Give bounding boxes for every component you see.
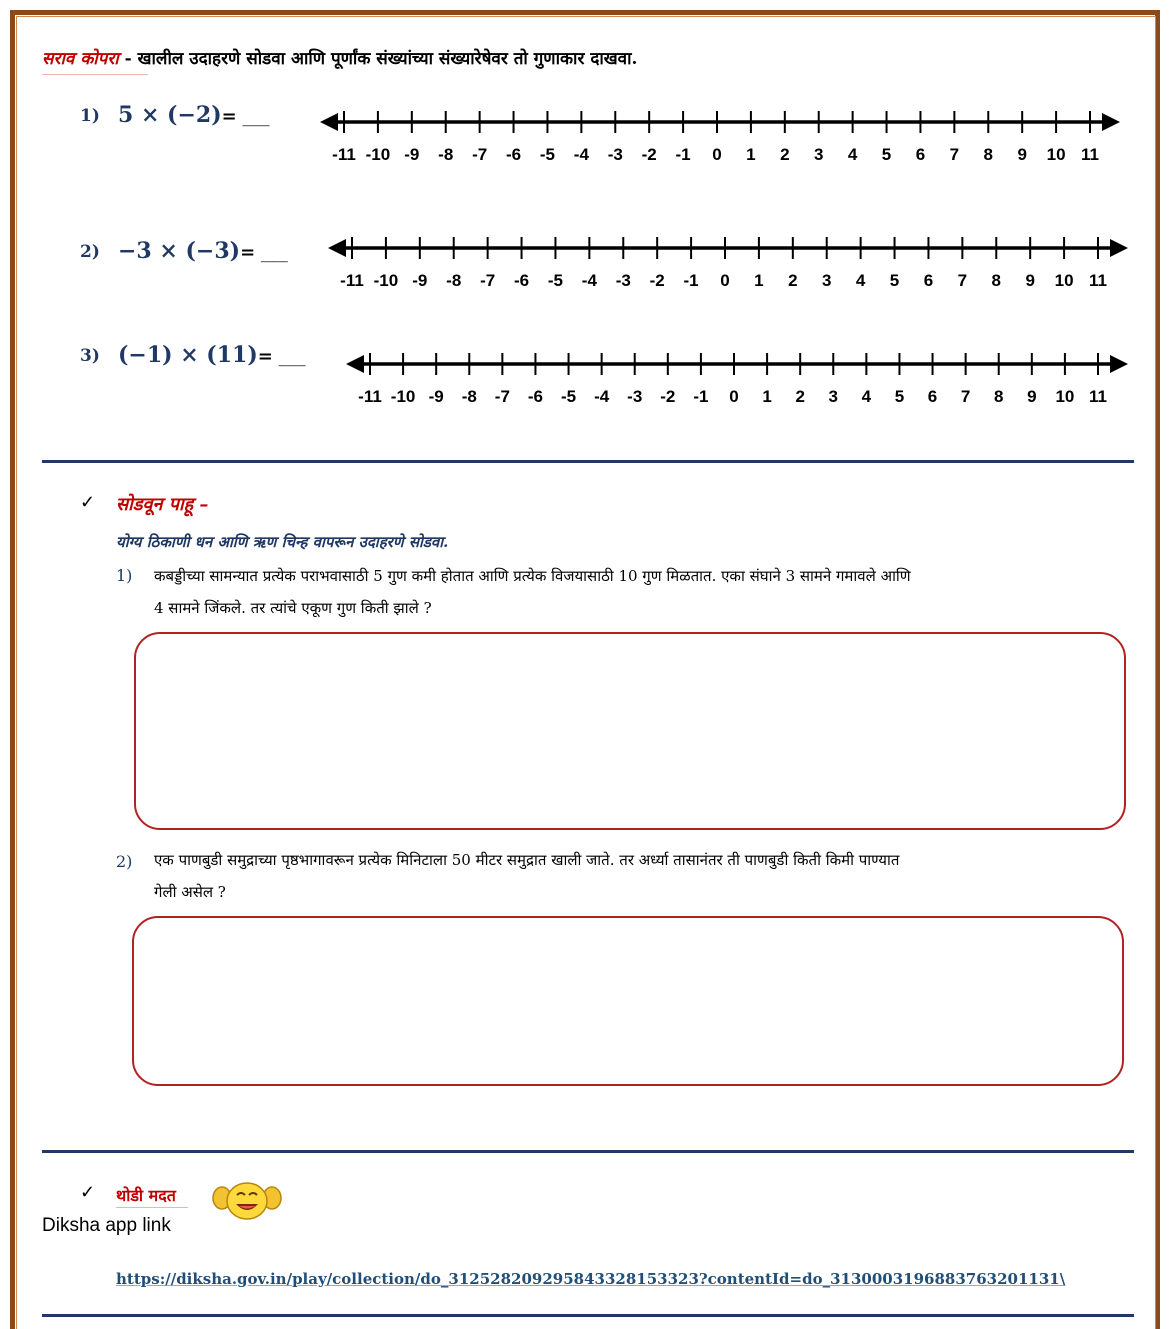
problem-line: गेली असेल ? <box>154 883 226 901</box>
tick-label: 11 <box>1089 271 1107 290</box>
tick-label: 7 <box>949 145 960 164</box>
tick-label: 9 <box>1027 387 1037 406</box>
tick-label: 11 <box>1089 387 1107 406</box>
expression-text: −3 × (−3) <box>118 238 241 264</box>
equals-sign: = <box>257 346 273 367</box>
tick-label: -1 <box>683 271 699 290</box>
tick-label: 6 <box>927 387 938 406</box>
question-expression <box>118 102 269 128</box>
tick-label: -5 <box>539 145 556 164</box>
question-number: 1) <box>80 106 100 126</box>
answer-blank[interactable]: ___ <box>236 106 270 127</box>
tick-label: 6 <box>915 145 926 164</box>
solve-title: सोडवून पाहू – <box>116 494 209 515</box>
tick-label: 8 <box>991 271 1002 290</box>
number-line-2[interactable] <box>328 230 1128 294</box>
problem-1-text <box>154 560 911 624</box>
question-expression <box>118 238 288 264</box>
tick-label: -9 <box>404 145 420 164</box>
tick-label: 4 <box>847 145 858 164</box>
tick-label: -1 <box>675 145 691 164</box>
tick-label: 9 <box>1025 271 1035 290</box>
tick-label: -8 <box>446 271 462 290</box>
tick-label: 10 <box>1046 145 1066 164</box>
practice-title-underline <box>42 74 148 75</box>
question-number: 3) <box>80 346 100 366</box>
answer-box-1[interactable] <box>134 632 1126 830</box>
tick-label: 2 <box>788 271 798 290</box>
tick-label: 10 <box>1055 387 1075 406</box>
diksha-app-label: Diksha app link <box>42 1215 171 1236</box>
tick-label: -8 <box>461 387 477 406</box>
tick-label: -11 <box>358 387 382 406</box>
tick-label: -11 <box>332 145 356 164</box>
problem-number: 2) <box>116 852 133 871</box>
tick-label: 9 <box>1017 145 1027 164</box>
tick-label: -2 <box>660 387 676 406</box>
tick-label: -1 <box>693 387 709 406</box>
practice-title: सराव कोपरा <box>42 49 119 69</box>
left-arrow-icon <box>328 239 346 257</box>
tick-label: 1 <box>746 145 756 164</box>
tick-label: -10 <box>365 145 391 164</box>
tick-label: -2 <box>641 145 657 164</box>
solve-instruction: योग्य ठिकाणी धन आणि ऋण चिन्ह वापरून उदाहरणे सोडवा. <box>116 533 449 551</box>
tick-label: -6 <box>505 145 522 164</box>
tick-label: 7 <box>960 387 971 406</box>
tick-label: 2 <box>795 387 805 406</box>
tick-label: 5 <box>889 271 900 290</box>
equals-sign: = <box>240 242 256 263</box>
tick-label: 1 <box>762 387 772 406</box>
tick-label: 4 <box>861 387 872 406</box>
problem-line: एक पाणबुडी समुद्राच्या पृष्ठभागावरून प्रत्येक मिनिटाला 50 मीटर समुद्रात खाली जाते. तर अर्ध्या तासानंतर ती पाणबुडी किती किमी पाण्यात <box>154 851 900 869</box>
right-arrow-icon <box>1102 113 1120 131</box>
tick-label: 5 <box>894 387 905 406</box>
tick-label: -2 <box>649 271 665 290</box>
tick-label: -5 <box>547 271 564 290</box>
tick-label: 0 <box>712 145 722 164</box>
tick-label: -9 <box>428 387 444 406</box>
right-arrow-icon <box>1110 355 1128 373</box>
section-divider <box>42 1314 1134 1317</box>
diksha-link[interactable]: https://diksha.gov.in/play/collection/do_3125282092958433281533​23?contentId=do_3130003196883763201131\ <box>116 1270 1066 1288</box>
check-icon: ✓ <box>80 492 96 513</box>
tick-label: 2 <box>780 145 790 164</box>
number-line-3[interactable] <box>346 346 1128 410</box>
tick-label: -10 <box>373 271 399 290</box>
tick-label: 8 <box>993 387 1004 406</box>
tick-label: 7 <box>957 271 968 290</box>
tick-label: -5 <box>560 387 577 406</box>
number-line-1[interactable] <box>320 104 1120 168</box>
tick-label: -4 <box>594 387 610 406</box>
question-number: 2) <box>80 242 100 262</box>
tick-label: -7 <box>494 387 510 406</box>
practice-instruction: खालील उदाहरणे सोडवा आणि पूर्णांक संख्यांच्या संख्यारेषेवर तो गुणाकार दाखवा. <box>137 49 638 69</box>
problem-line: 4 सामने जिंकले. तर त्यांचे एकूण गुण किती झाले ? <box>154 599 432 617</box>
practice-separator: - <box>118 49 138 69</box>
tick-label: 3 <box>828 387 839 406</box>
tick-label: -3 <box>627 387 643 406</box>
tick-label: 10 <box>1054 271 1074 290</box>
tick-label: 4 <box>855 271 866 290</box>
left-arrow-icon <box>320 113 338 131</box>
tick-label: 0 <box>729 387 739 406</box>
tick-label: -3 <box>615 271 631 290</box>
question-expression <box>118 342 306 368</box>
problem-line: कबड्डीच्या सामन्यात प्रत्येक पराभवासाठी 5 गुण कमी होतात आणि प्रत्येक विजयासाठी 10 गुण मिळतात. एका संघाने 3 सामने गमावले आणि <box>154 567 911 585</box>
tick-label: 0 <box>720 271 730 290</box>
tick-label: 11 <box>1081 145 1099 164</box>
check-icon: ✓ <box>80 1182 96 1203</box>
tick-label: 6 <box>923 271 934 290</box>
practice-heading <box>42 46 637 69</box>
tick-label: -10 <box>390 387 416 406</box>
tick-label: -9 <box>412 271 428 290</box>
right-arrow-icon <box>1110 239 1128 257</box>
tick-label: -7 <box>472 145 488 164</box>
problem-number: 1) <box>116 566 133 585</box>
section-divider <box>42 460 1134 463</box>
tick-label: 5 <box>881 145 892 164</box>
expression-text: (−1) × (11) <box>118 342 258 368</box>
problem-2-text <box>154 844 899 908</box>
equals-sign: = <box>221 106 237 127</box>
help-title: थोडी मदत <box>116 1186 176 1205</box>
tick-label: 3 <box>813 145 824 164</box>
answer-blank[interactable]: ___ <box>272 346 306 367</box>
tick-label: -7 <box>480 271 496 290</box>
tick-label: -4 <box>581 271 597 290</box>
tick-label: 1 <box>754 271 764 290</box>
help-title-underline <box>116 1207 188 1208</box>
section-divider <box>42 1150 1134 1153</box>
tick-label: -8 <box>438 145 454 164</box>
left-arrow-icon <box>346 355 364 373</box>
thumbs-up-smiley-icon <box>210 1178 284 1222</box>
expression-text: 5 × (−2) <box>118 102 222 128</box>
tick-label: 8 <box>983 145 994 164</box>
tick-label: -3 <box>607 145 623 164</box>
answer-blank[interactable]: ___ <box>255 242 288 263</box>
tick-label: -4 <box>573 145 589 164</box>
tick-label: -11 <box>340 271 364 290</box>
answer-box-2[interactable] <box>132 916 1124 1086</box>
tick-label: 3 <box>821 271 832 290</box>
tick-label: -6 <box>527 387 544 406</box>
tick-label: -6 <box>513 271 530 290</box>
